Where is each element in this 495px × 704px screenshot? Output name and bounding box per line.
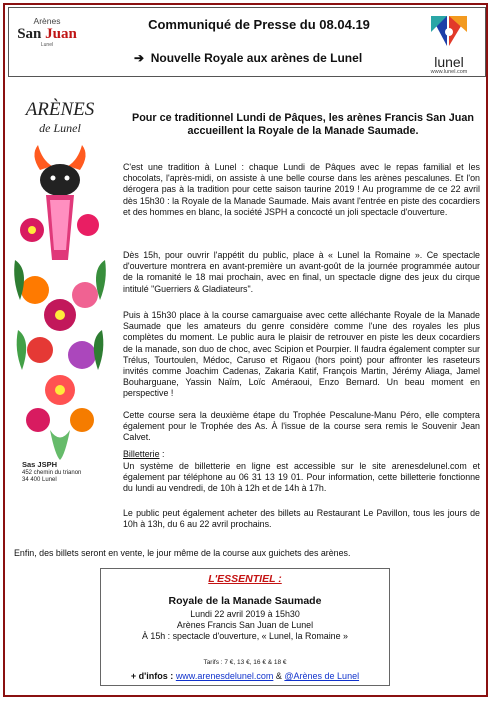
- press-header: [8, 7, 486, 77]
- paragraph-billetterie: Un système de billetterie en ligne est accessible sur le site arenesdelunel.com et également par téléphone au 06 31 13 19 01. Pour information, cette billetterie fonctionne du lundi au vendredi, de 10h à 12h et de 14h à 17h.: [123, 461, 480, 494]
- paragraph-course: Puis à 15h30 place à la course camarguaise avec cette alléchante Royale de la Manade Saumade que les amateurs du genre considère comme l'une des royales les plus complètes du moment. Le public aura le plaisir de retrouver en piste les deux cocardiers de la manade, son duo de choc, avec Scipion et Pourpier. Il faudra également compter sur Trélus, Tourtoulen, Médoc, Caruso et Rigaou (hors point) pour affronter les raseteurs invités comme Joachim Cadenas, Zakaria Katif, François Martin, Jérémy Aliaga, Jamel Bouharguane, Yassin Naïm, Loïc Améraoui, Enzo Bernard. Un beau moment en perspective !: [123, 310, 480, 399]
- essentiel-title: L'ESSENTIEL :: [208, 573, 282, 585]
- social-link[interactable]: @Arènes de Lunel: [284, 671, 360, 681]
- lunel-emblem-icon: [427, 12, 471, 50]
- billetterie-heading: Billetterie :: [123, 449, 165, 459]
- arenes-san-juan-logo: Arènes San Juan Lunel: [17, 16, 77, 48]
- event-date: Lundi 22 avril 2019 à 15h30: [190, 609, 300, 619]
- paragraph-opening-show: Dès 15h, pour ouvrir l'appétit du public, place à « Lunel la Romaine ». Ce spectacle d'ouverture montrera en avant-première un avant-goût de la journée programmée autour de la romanité le 18 mai prochain, avec en final, un spectacle digne des jeux du cirque intitulé "Guerriers & Gladiateurs".: [123, 250, 480, 294]
- essentiel-box: [100, 568, 390, 686]
- press-release-subtitle: ➔ Nouvelle Royale aux arènes de Lunel: [134, 51, 363, 65]
- event-tarifs: Tarifs : 7 €, 13 €, 16 € & 18 €: [203, 659, 287, 666]
- paragraph-tradition: C'est une tradition à Lunel : chaque Lundi de Pâques avec le repas familial et les chocolats, l'après-midi, on assiste à une belle course dans les arènes pescalunes. Et l'on dérogera pas à la tradition pour cette saison taurine 2019 ! Au programme de ce 22 avril dès 15h30 : la Royale de la Manade Saumade. Mais avant l'entrée en piste des cocardiers et des hommes en blanc, la société JSPH a concocté un joli spectacle d'ouverture.: [123, 162, 480, 217]
- poster-title: ARÈNES de Lunel: [25, 99, 95, 135]
- lead-paragraph: Pour ce traditionnel Lundi de Pâques, les arènes Francis San Juan accueillent la Royale de la Manade Saumade.: [132, 112, 474, 137]
- poster-credit: Sas JSPH 452 chemin du trianon 34 400 Lunel: [22, 460, 82, 483]
- arenes-poster-illustration: [10, 100, 110, 500]
- paragraph-enfin: Enfin, des billets seront en vente, le jour même de la course aux guichets des arènes.: [14, 548, 351, 558]
- more-info-line: + d'infos : www.arenesdelunel.com & @Arènes de Lunel: [130, 671, 360, 681]
- paragraph-trophee: Cette course sera la deuxième étape du Trophée Pescalune-Manu Péro, elle comptera également pour le Trophée des As. À l'issue de la course sera remis le Souvenir Jean Calvet.: [123, 410, 480, 443]
- paragraph-pavillon: Le public peut également acheter des billets au Restaurant Le Pavillon, tous les jours de 10h à 13h, du 6 au 22 avril prochains.: [123, 508, 480, 530]
- arrow-right-icon: ➔: [134, 51, 145, 65]
- press-release-title: Communiqué de Presse du 08.04.19: [148, 17, 370, 32]
- lunel-city-logo: lunel www.lunel.com: [417, 12, 481, 74]
- event-name: Royale de la Manade Saumade: [168, 595, 322, 607]
- event-opening: À 15h : spectacle d'ouverture, « Lunel, la Romaine »: [142, 631, 348, 641]
- event-venue: Arènes Francis San Juan de Lunel: [176, 620, 314, 630]
- website-link[interactable]: www.arenesdelunel.com: [175, 671, 274, 681]
